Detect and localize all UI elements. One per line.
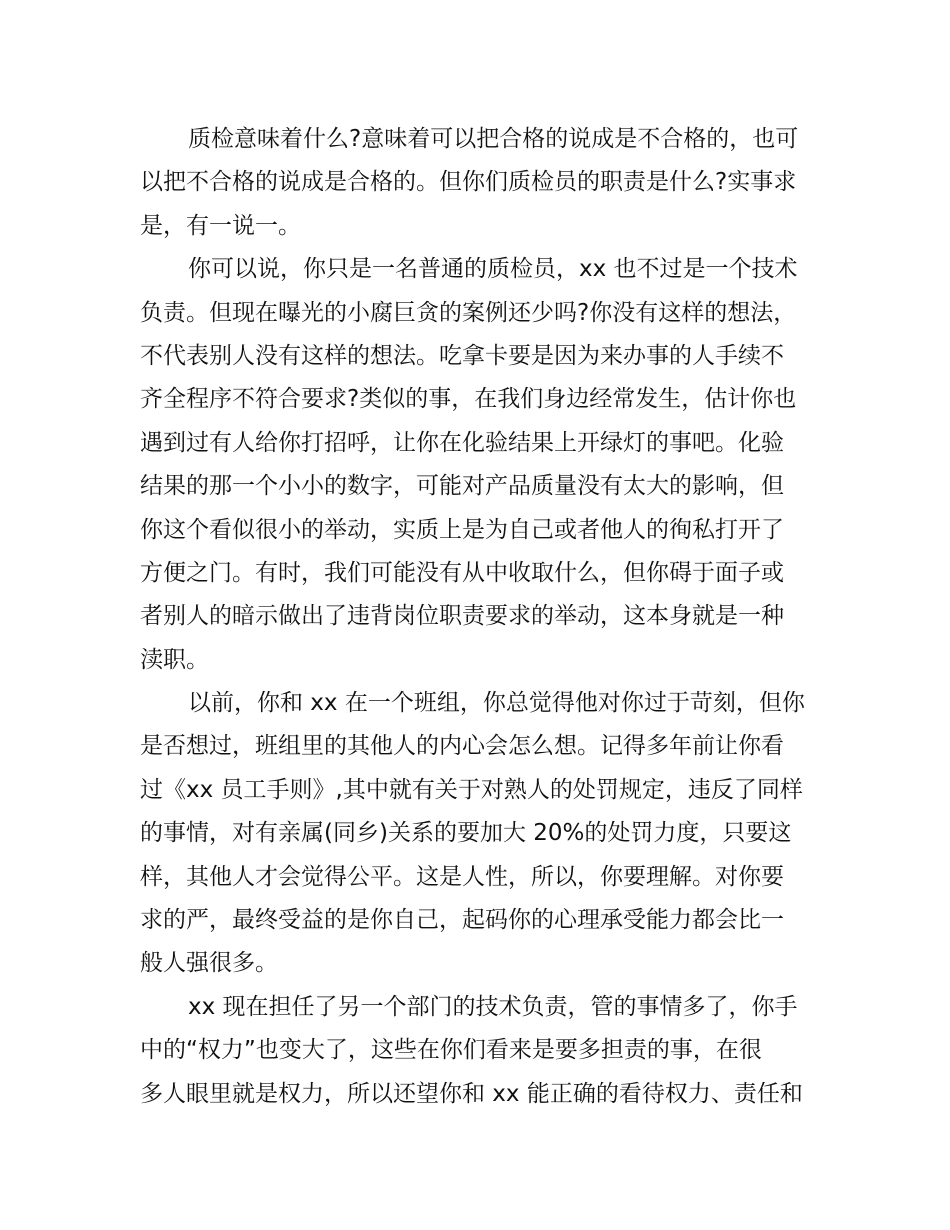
paragraph-2-line-8: 方便之门。有时，我们可能没有从中收取什么，但你碍于面子或 <box>140 559 784 586</box>
paragraph-2-line-9: 者别人的暗示做出了违背岗位职责要求的举动，这本身就是一种 <box>140 603 784 630</box>
paragraph-4-line-3: 多人眼里就是权力，所以还望你和 xx 能正确的看待权力、责任和 <box>140 1080 803 1107</box>
paragraph-3-line-5: 样，其他人才会觉得公平。这是人性，所以，你要理解。对你要 <box>140 863 784 890</box>
paragraph-1-line-2: 以把不合格的说成是合格的。但你们质检员的职责是什么?实事求 <box>140 169 797 196</box>
paragraph-2-line-5: 遇到过有人给你打招呼，让你在化验结果上开绿灯的事吧。化验 <box>140 429 784 456</box>
paragraph-3-line-6: 求的严，最终受益的是你自己，起码你的心理承受能力都会比一 <box>140 907 784 934</box>
paragraph-3-line-4: 的事情，对有亲属(同乡)关系的要加大 20%的处罚力度，只要这 <box>140 820 792 847</box>
paragraph-3-line-1: 以前，你和 xx 在一个班组，你总觉得他对你过于苛刻，但你 <box>188 690 805 717</box>
paragraph-2-line-6: 结果的那一个小小的数字，可能对产品质量没有太大的影响，但 <box>140 473 784 500</box>
paragraph-3-line-3: 过《xx 员工手则》,其中就有关于对熟人的处罚规定，违反了同样 <box>140 776 803 803</box>
paragraph-2-line-3: 不代表别人没有这样的想法。吃拿卡要是因为来办事的人手续不 <box>140 342 784 369</box>
paragraph-4-line-2: 中的“权力”也变大了，这些在你们看来是要多担责的事，在很 <box>140 1037 762 1064</box>
paragraph-2-line-10: 渎职。 <box>140 646 209 673</box>
paragraph-2-line-1: 你可以说，你只是一名普通的质检员，xx 也不过是一个技术 <box>188 256 798 283</box>
paragraph-2-line-4: 齐全程序不符合要求?类似的事，在我们身边经常发生，估计你也 <box>140 386 797 413</box>
paragraph-1-line-3: 是，有一说一。 <box>140 212 301 239</box>
paragraph-4-line-1: xx 现在担任了另一个部门的技术负责，管的事情多了，你手 <box>188 993 798 1020</box>
document-body <box>140 118 810 1116</box>
paragraph-2-line-7: 你这个看似很小的举动，实质上是为自己或者他人的徇私打开了 <box>140 516 784 543</box>
paragraph-1-line-1: 质检意味着什么?意味着可以把合格的说成是不合格的，也可 <box>188 126 799 152</box>
paragraph-3-line-2: 是否想过，班组里的其他人的内心会怎么想。记得多年前让你看 <box>140 733 784 760</box>
paragraph-2-line-2: 负责。但现在曝光的小腐巨贪的案例还少吗?你没有这样的想法， <box>140 299 797 326</box>
paragraph-3-line-7: 般人强很多。 <box>140 950 278 977</box>
